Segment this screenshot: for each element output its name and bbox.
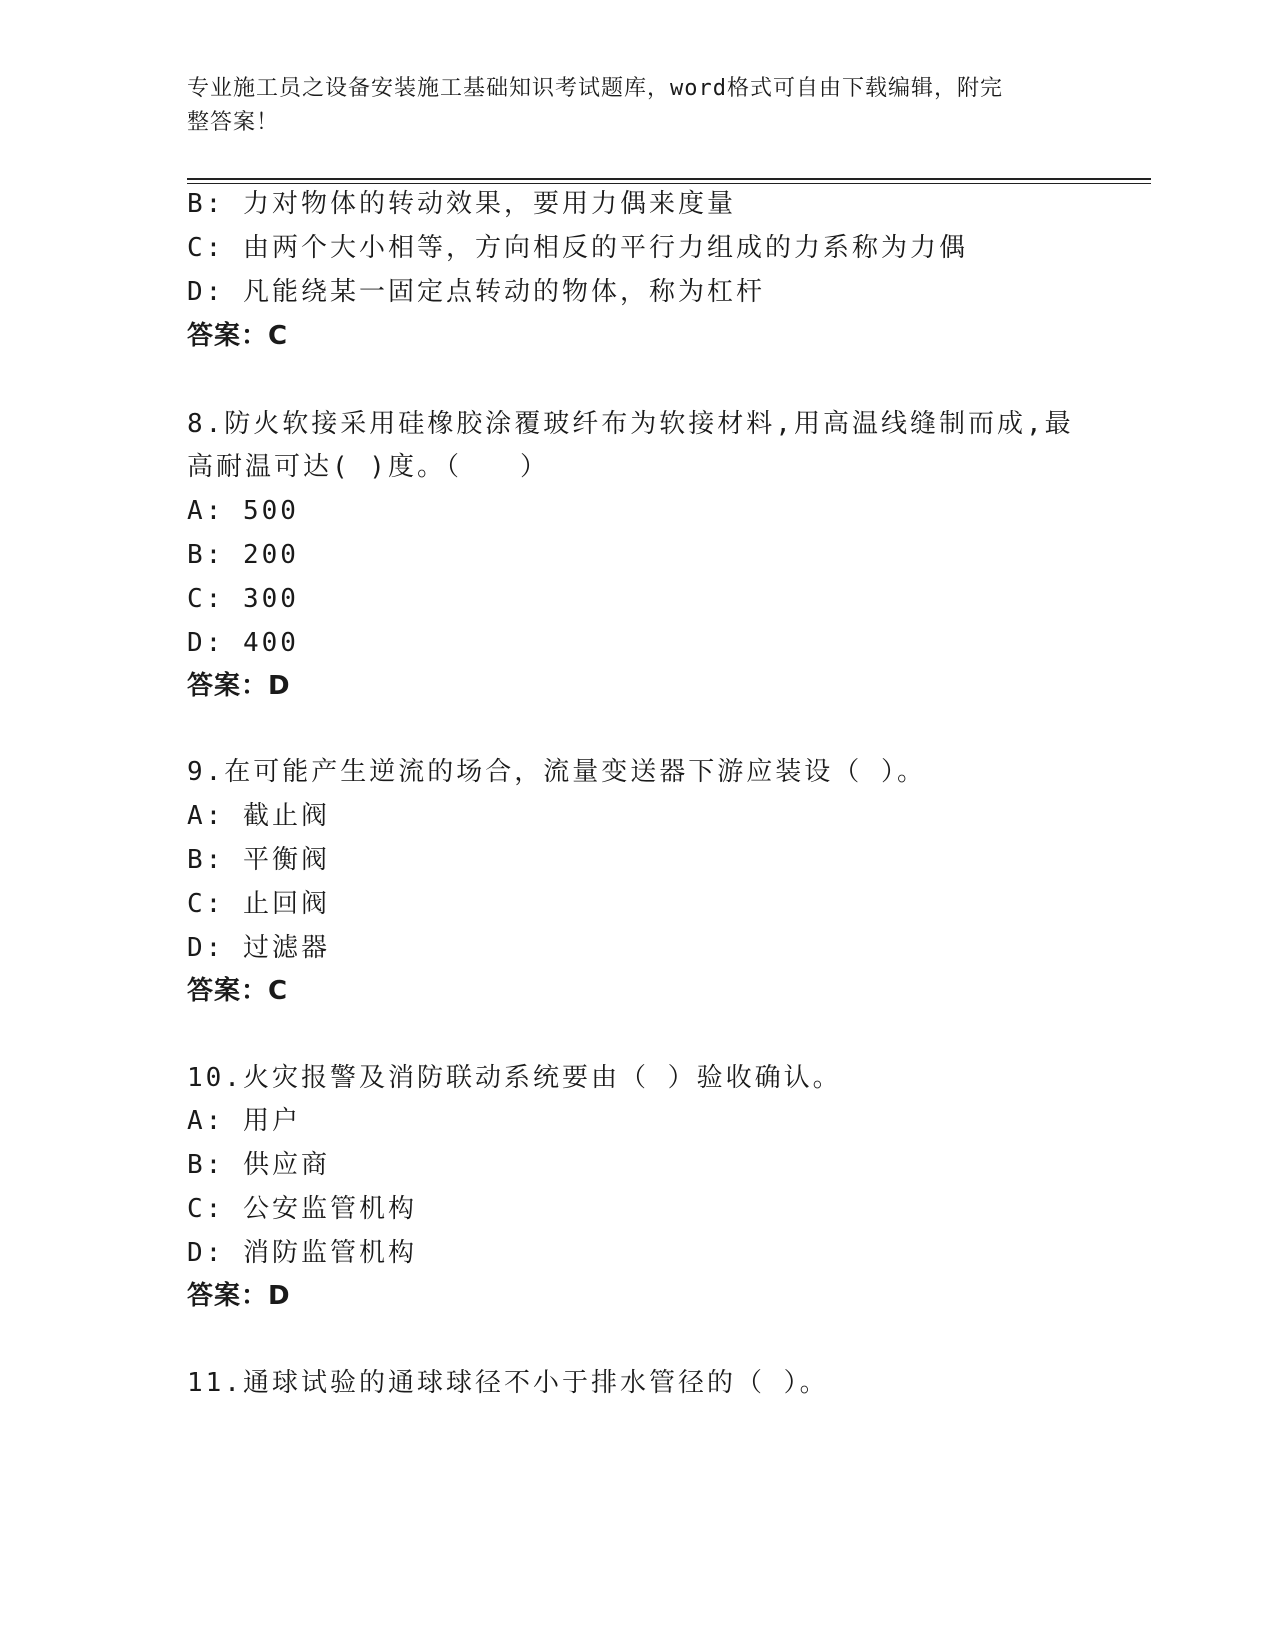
q7-option-d: D: 凡能绕某一固定点转动的物体，称为杠杆	[187, 277, 765, 307]
q10-option-d: D: 消防监管机构	[187, 1238, 417, 1268]
header-line-1: 专业施工员之设备安装施工基础知识考试题库，word格式可自由下载编辑，附完	[187, 76, 1003, 101]
q8-option-c: C: 300	[187, 584, 299, 614]
q8-stem-line-2: 高耐温可达( )度。（ ）	[187, 452, 549, 482]
document-header	[187, 72, 1067, 140]
q7-answer: 答案：C	[187, 321, 289, 351]
q7-option-c: C: 由两个大小相等，方向相反的平行力组成的力系称为力偶	[187, 233, 968, 263]
q9-answer: 答案：C	[187, 976, 289, 1006]
q8-option-a: A: 500	[187, 496, 299, 526]
q9-option-a: A: 截止阀	[187, 801, 330, 831]
q9-option-c: C: 止回阀	[187, 889, 330, 919]
q9-option-b: B: 平衡阀	[187, 845, 330, 875]
q10-answer: 答案：D	[187, 1281, 291, 1311]
q10-option-a: A: 用户	[187, 1106, 301, 1136]
q11-stem: 11.通球试验的通球球径不小于排水管径的（ ）。	[187, 1368, 829, 1398]
q10-option-b: B: 供应商	[187, 1150, 330, 1180]
q8-option-d: D: 400	[187, 628, 299, 658]
header-line-2: 整答案！	[187, 110, 280, 135]
q9-option-d: D: 过滤器	[187, 933, 330, 963]
q9-stem: 9.在可能产生逆流的场合，流量变送器下游应装设（ ）。	[187, 757, 926, 787]
q8-stem-line-1: 8.防火软接采用硅橡胶涂覆玻纤布为软接材料,用高温线缝制而成,最	[187, 409, 1074, 439]
header-divider-thin	[187, 183, 1151, 184]
q8-option-b: B: 200	[187, 540, 299, 570]
q7-option-b: B: 力对物体的转动效果，要用力偶来度量	[187, 189, 736, 219]
header-divider-thick	[187, 178, 1151, 180]
q10-option-c: C: 公安监管机构	[187, 1194, 417, 1224]
q10-stem: 10.火灾报警及消防联动系统要由（ ）验收确认。	[187, 1063, 842, 1093]
q8-answer: 答案：D	[187, 671, 291, 701]
